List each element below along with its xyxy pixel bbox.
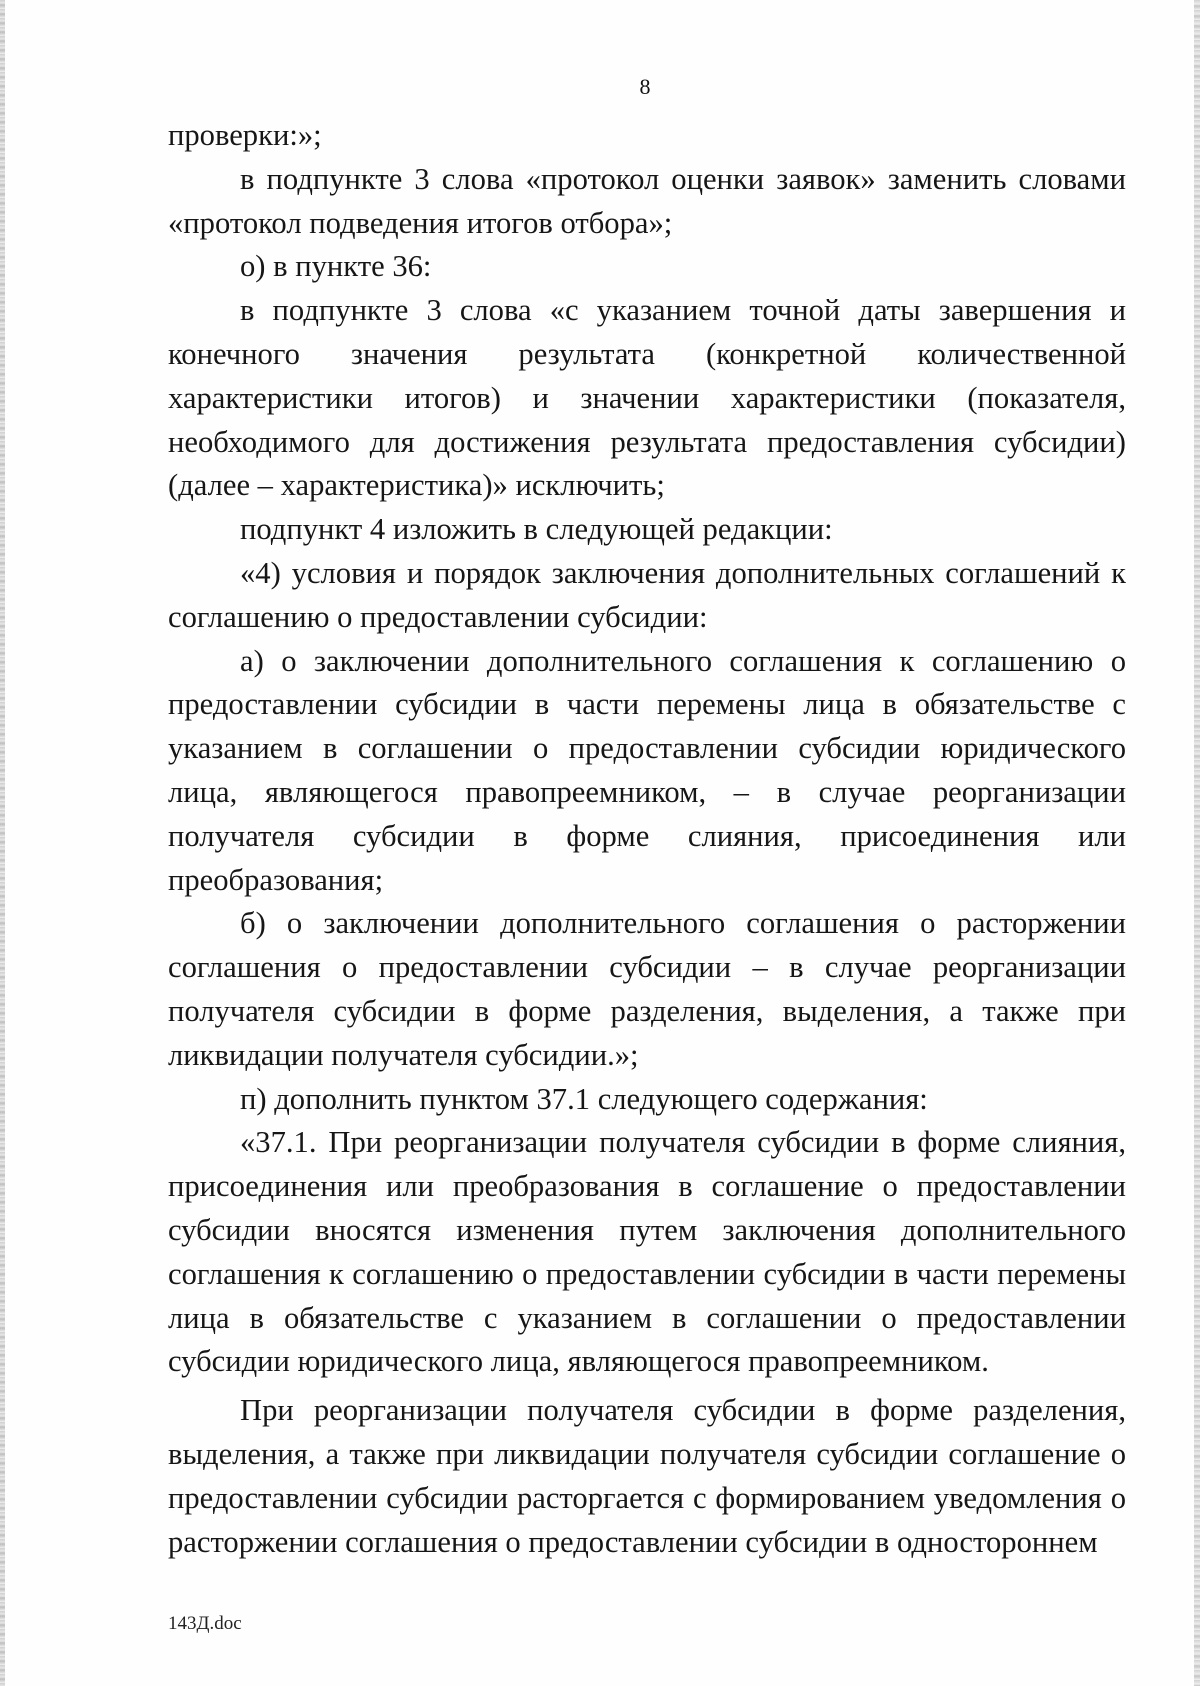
paragraph: п) дополнить пунктом 37.1 следующего содержания: — [240, 1081, 928, 1116]
paragraph: б) о заключении дополнительного соглашения о расторжении соглашения о предоставлении субсидии – в случае реорганизации получателя субсидии в форме разделения, выделения, а также при ликвидации получателя субсидии.»; — [168, 906, 1126, 1072]
paragraph: «37.1. При реорганизации получателя субсидии в форме слияния, присоединения или преобразования в соглашение о предоставлении субсидии вносятся изменения путем заключения дополнительного соглашения к соглашению о предоставлении субсидии в части перемены лица в обязательстве с указанием в соглашении о предоставлении субсидии юридического лица, являющегося правопреемником. — [168, 1125, 1126, 1379]
scan-edge-right — [1194, 0, 1200, 1686]
scan-edge-left — [0, 0, 5, 1686]
footer-filename: 143Д.doc — [168, 1613, 242, 1634]
paragraph: в подпункте 3 слова «с указанием точной даты завершения и конечного значения результата (конкретной количественной характеристики итогов) и значении характеристики (показателя, необходимого для достижения результата предоставления субсидии) (далее – характеристика)» исключить; — [168, 293, 1126, 503]
paragraph: а) о заключении дополнительного соглашения к соглашению о предоставлении субсидии в части перемены лица в обязательстве с указанием в соглашении о предоставлении субсидии юридического лица, являющегося правопреемником, – в случае реорганизации получателя субсидии в форме слияния, присоединения или преобразования; — [168, 643, 1126, 897]
document-body — [168, 114, 1126, 1564]
paragraph: о) в пункте 36: — [240, 249, 432, 284]
paragraph: в подпункте 3 слова «протокол оценки заявок» заменить словами «протокол подведения итогов отбора»; — [168, 161, 1126, 240]
paragraph: проверки:»; — [168, 118, 322, 152]
paragraph: подпункт 4 изложить в следующей редакции: — [240, 512, 833, 547]
paragraph: При реорганизации получателя субсидии в форме разделения, выделения, а также при ликвидации получателя субсидии соглашение о предоставлении субсидии расторгается с формированием уведомления о расторжении соглашения о предоставлении субсидии в одностороннем — [168, 1393, 1126, 1559]
paragraph: «4) условия и порядок заключения дополнительных соглашений к соглашению о предоставлении субсидии: — [168, 555, 1126, 634]
page-number: 8 — [639, 74, 651, 99]
